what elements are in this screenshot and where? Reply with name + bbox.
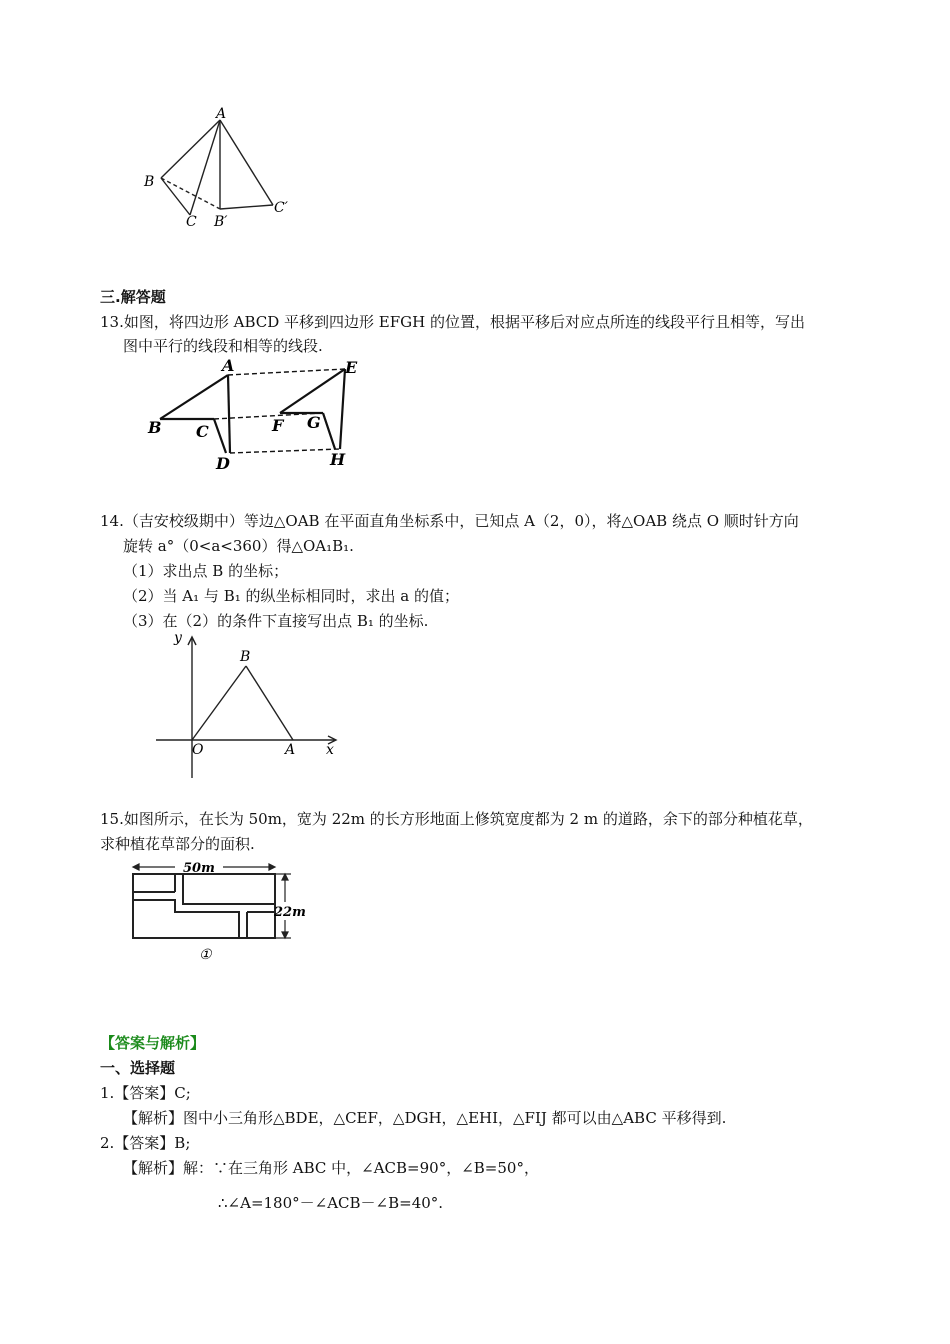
- answer-2: 2.【答案】B;: [100, 1134, 191, 1152]
- side-BA: [246, 666, 293, 740]
- label-x: x: [326, 742, 334, 758]
- dim-arrow-right: [269, 864, 275, 870]
- figure-q14-coordinate-triangle: [150, 628, 350, 783]
- label-B: B: [240, 649, 251, 665]
- road-edge-4: [133, 900, 239, 938]
- label-y: y: [174, 630, 182, 646]
- answers-section1: 一、选择题: [100, 1059, 176, 1077]
- label-C: C: [196, 422, 209, 441]
- label-figure-number: ①: [199, 947, 212, 963]
- q14-sub2: （2）当 A₁ 与 B₁ 的纵坐标相同时，求出 a 的值；: [123, 587, 459, 605]
- dim-arrow-left: [133, 864, 139, 870]
- q14-sub3: （3）在（2）的条件下直接写出点 B₁ 的坐标.: [123, 612, 429, 630]
- segment-ACprime: [220, 120, 273, 205]
- label-A: A: [222, 356, 235, 375]
- analysis-1: 【解析】图中小三角形△BDE，△CEF，△DGH，△EHI，△FIJ 都可以由△ABC 平移得到.: [123, 1109, 727, 1127]
- label-D: D: [216, 454, 230, 473]
- analysis-2-step: ∴∠A=180°－∠ACB－∠B=40°.: [218, 1194, 444, 1212]
- label-C: C: [186, 214, 197, 230]
- label-F: F: [272, 416, 284, 435]
- label-O: O: [192, 742, 204, 758]
- q14-line2: 旋转 a°（0<a<360）得△OA₁B₁.: [123, 537, 354, 555]
- segment-BC: [161, 178, 190, 215]
- edge-FE: [280, 369, 345, 413]
- figure-q15-garden-plan: [125, 862, 325, 967]
- label-E: E: [345, 358, 358, 377]
- q13-line2: 图中平行的线段和相等的线段.: [123, 337, 323, 355]
- edge-GH: [323, 413, 335, 449]
- label-B: B: [148, 418, 162, 437]
- analysis-2: 【解析】解：∵在三角形 ABC 中，∠ACB=90°，∠B=50°，: [123, 1159, 539, 1177]
- edge-CD: [214, 419, 226, 453]
- q13-line1: 13.如图，将四边形 ABCD 平移到四边形 EFGH 的位置，根据平移后对应点所连的线段平行且相等，写出: [100, 313, 805, 331]
- road-edge-5: [183, 892, 275, 904]
- figure-q13-quadrilaterals: [140, 355, 380, 475]
- side-OB: [192, 666, 246, 740]
- label-length: 50m: [183, 862, 215, 876]
- answers-heading: 【答案与解析】: [100, 1034, 206, 1052]
- dashed-AE: [228, 369, 345, 375]
- label-Bprime: B′: [214, 214, 228, 230]
- label-A: A: [285, 742, 296, 758]
- edge-AB: [160, 375, 228, 419]
- label-G: G: [307, 413, 321, 432]
- segment-BBprime-dashed: [161, 178, 220, 209]
- answer-1: 1.【答案】C;: [100, 1084, 191, 1102]
- segment-BprimeCprime: [220, 205, 273, 209]
- q14-sub1: （1）求出点 B 的坐标；: [123, 562, 289, 580]
- label-B: B: [144, 174, 155, 190]
- q15-line2: 求种植花草部分的面积.: [100, 835, 255, 853]
- label-H: H: [330, 450, 346, 469]
- dashed-DH: [230, 449, 340, 453]
- figure-triangle-translation: [130, 100, 320, 235]
- field-outline: [133, 874, 275, 938]
- label-A: A: [216, 106, 227, 122]
- dim-arrow-top: [282, 874, 288, 880]
- dim-arrow-bottom: [282, 932, 288, 938]
- edge-EH: [340, 369, 345, 449]
- q14-line1: 14.（吉安校级期中）等边△OAB 在平面直角坐标系中，已知点 A（2，0），将△OAB 绕点 O 顺时针方向: [100, 512, 799, 530]
- edge-AD: [228, 375, 230, 453]
- label-width: 22m: [274, 905, 306, 920]
- label-Cprime: C′: [274, 200, 288, 216]
- section-heading: 三.解答题: [100, 288, 166, 306]
- q15-line1: 15.如图所示，在长为 50m，宽为 22m 的长方形地面上修筑宽度都为 2 m 的道路，余下的部分种植花草，: [100, 810, 813, 828]
